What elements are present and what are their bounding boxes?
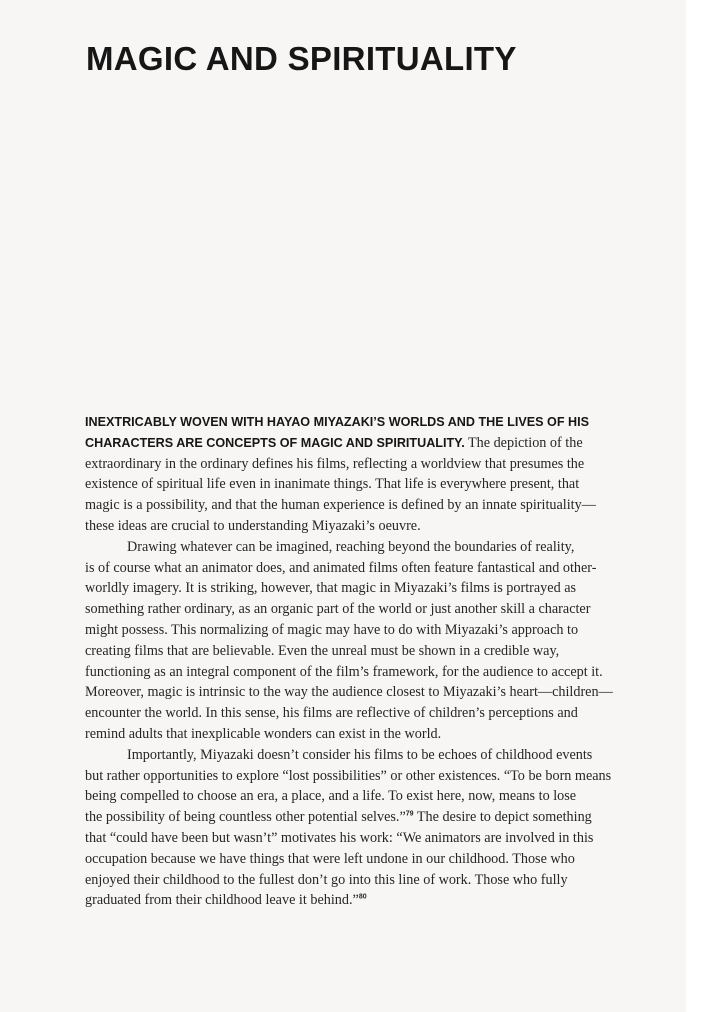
body-line: occupation because we have things that were left undone in our childhood. Those who — [85, 850, 575, 867]
body-line: but rather opportunities to explore “lost possibilities” or other existences. “To be born means — [85, 767, 612, 784]
body-text-span: the possibility of being countless other potential selves.” — [85, 809, 406, 826]
lead-in-text: INEXTRICABLY WOVEN WITH HAYAO MIYAZAKI’S WORLDS AND THE LIVES OF HIS — [85, 415, 590, 429]
body-line: encounter the world. In this sense, his films are reflective of children’s perceptions and — [85, 705, 578, 722]
page-title: MAGIC AND SPIRITUALITY — [86, 40, 517, 77]
body-line: enjoyed their childhood to the fullest don’t go into this line of work. Those who fully — [85, 871, 568, 888]
lead-in-text: CHARACTERS ARE CONCEPTS OF MAGIC AND SPIRITUALITY. — [85, 435, 465, 450]
body-line: something rather ordinary, as an organic part of the world or just another skill a character — [85, 601, 591, 618]
body-line: that “could have been but wasn’t” motivates his work: “We animators are involved in this — [85, 829, 594, 846]
body-line — [85, 433, 645, 454]
paragraph-first-line: Importantly, Miyazaki doesn’t consider his films to be echoes of childhood events — [127, 746, 593, 763]
body-line: functioning as an integral component of the film’s framework, for the audience to accept it. — [85, 663, 603, 680]
body-text-span: The depiction of the — [464, 434, 583, 451]
body-text — [85, 412, 645, 911]
body-line: might possess. This normalizing of magic may have to do with Miyazaki’s approach to — [85, 621, 579, 638]
scan-margin — [686, 0, 707, 1012]
body-line: extraordinary in the ordinary defines his films, reflecting a worldview that presumes the — [85, 455, 585, 472]
body-line: magic is a possibility, and that the human experience is defined by an innate spirituality— — [85, 497, 596, 514]
body-line: existence of spiritual life even in inanimate things. That life is everywhere present, that — [85, 476, 580, 493]
body-line: creating films that are believable. Even the unreal must be shown in a credible way, — [85, 642, 560, 659]
body-line: being compelled to choose an era, a place, and a life. To exist here, now, means to lose — [85, 788, 577, 805]
body-line — [85, 412, 645, 433]
body-line — [85, 890, 645, 911]
body-text-span: graduated from their childhood leave it behind.” — [85, 892, 359, 909]
body-line: Moreover, magic is intrinsic to the way the audience closest to Miyazaki’s heart—children— — [85, 684, 613, 701]
body-line — [85, 807, 645, 828]
body-line: remind adults that inexplicable wonders can exist in the world. — [85, 725, 442, 742]
footnote-ref-79: 79 — [405, 810, 414, 818]
body-line: worldly imagery. It is striking, however, that magic in Miyazaki’s films is portrayed as — [85, 580, 577, 597]
body-text-span: The desire to depict something — [413, 809, 592, 826]
paragraph-first-line: Drawing whatever can be imagined, reaching beyond the boundaries of reality, — [127, 538, 575, 555]
body-line: these ideas are crucial to understanding Miyazaki’s oeuvre. — [85, 517, 421, 534]
body-line: is of course what an animator does, and animated films often feature fantastical and other- — [85, 559, 597, 576]
footnote-ref-80: 80 — [358, 893, 367, 901]
